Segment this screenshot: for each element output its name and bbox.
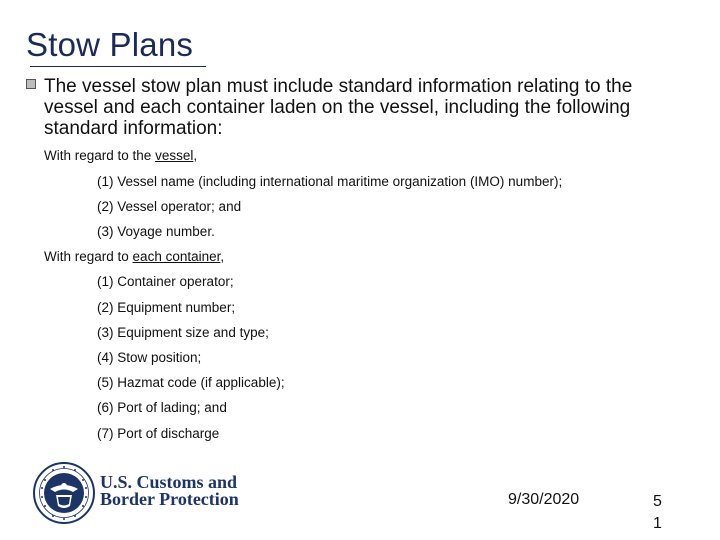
dhs-seal-icon [33,462,95,524]
cbp-logo [33,462,243,524]
main-bullet-text: The vessel stow plan must include standard information relating to the vessel and each container laden on the vessel, including the following standard information: [44,76,633,139]
container-heading-suffix: , [220,249,225,264]
list-item: (6) Port of lading; and [97,400,227,415]
list-item: (1) Vessel name (including international maritime organization (IMO) number); [97,174,563,189]
list-item: (5) Hazmat code (if applicable); [97,375,285,390]
vessel-heading-prefix: With regard to the [44,148,156,163]
main-bullet [26,76,676,139]
slide-date: 9/30/2020 [508,491,580,508]
list-item: (3) Voyage number. [97,224,215,239]
container-heading [44,249,224,264]
list-item: (7) Port of discharge [97,426,220,441]
vessel-heading [44,148,197,163]
container-heading-prefix: With regard to [44,249,133,264]
agency-name [100,474,239,508]
title-underline [30,66,206,67]
vessel-heading-underlined: vessel [155,148,194,163]
container-heading-underlined: each container [132,249,221,264]
list-item: (2) Vessel operator; and [97,199,242,214]
list-item: (1) Container operator; [97,274,234,289]
list-item: (3) Equipment size and type; [97,325,269,340]
page-title: Stow Plans [26,26,194,63]
agency-name-line2: Border Protection [100,489,239,509]
square-bullet-icon [26,79,36,89]
list-item: (2) Equipment number; [97,300,236,315]
slide-number: 51 [653,493,662,532]
agency-name-line1: U.S. Customs and [100,472,238,492]
list-item: (4) Stow position; [97,350,202,365]
vessel-heading-suffix: , [193,148,198,163]
